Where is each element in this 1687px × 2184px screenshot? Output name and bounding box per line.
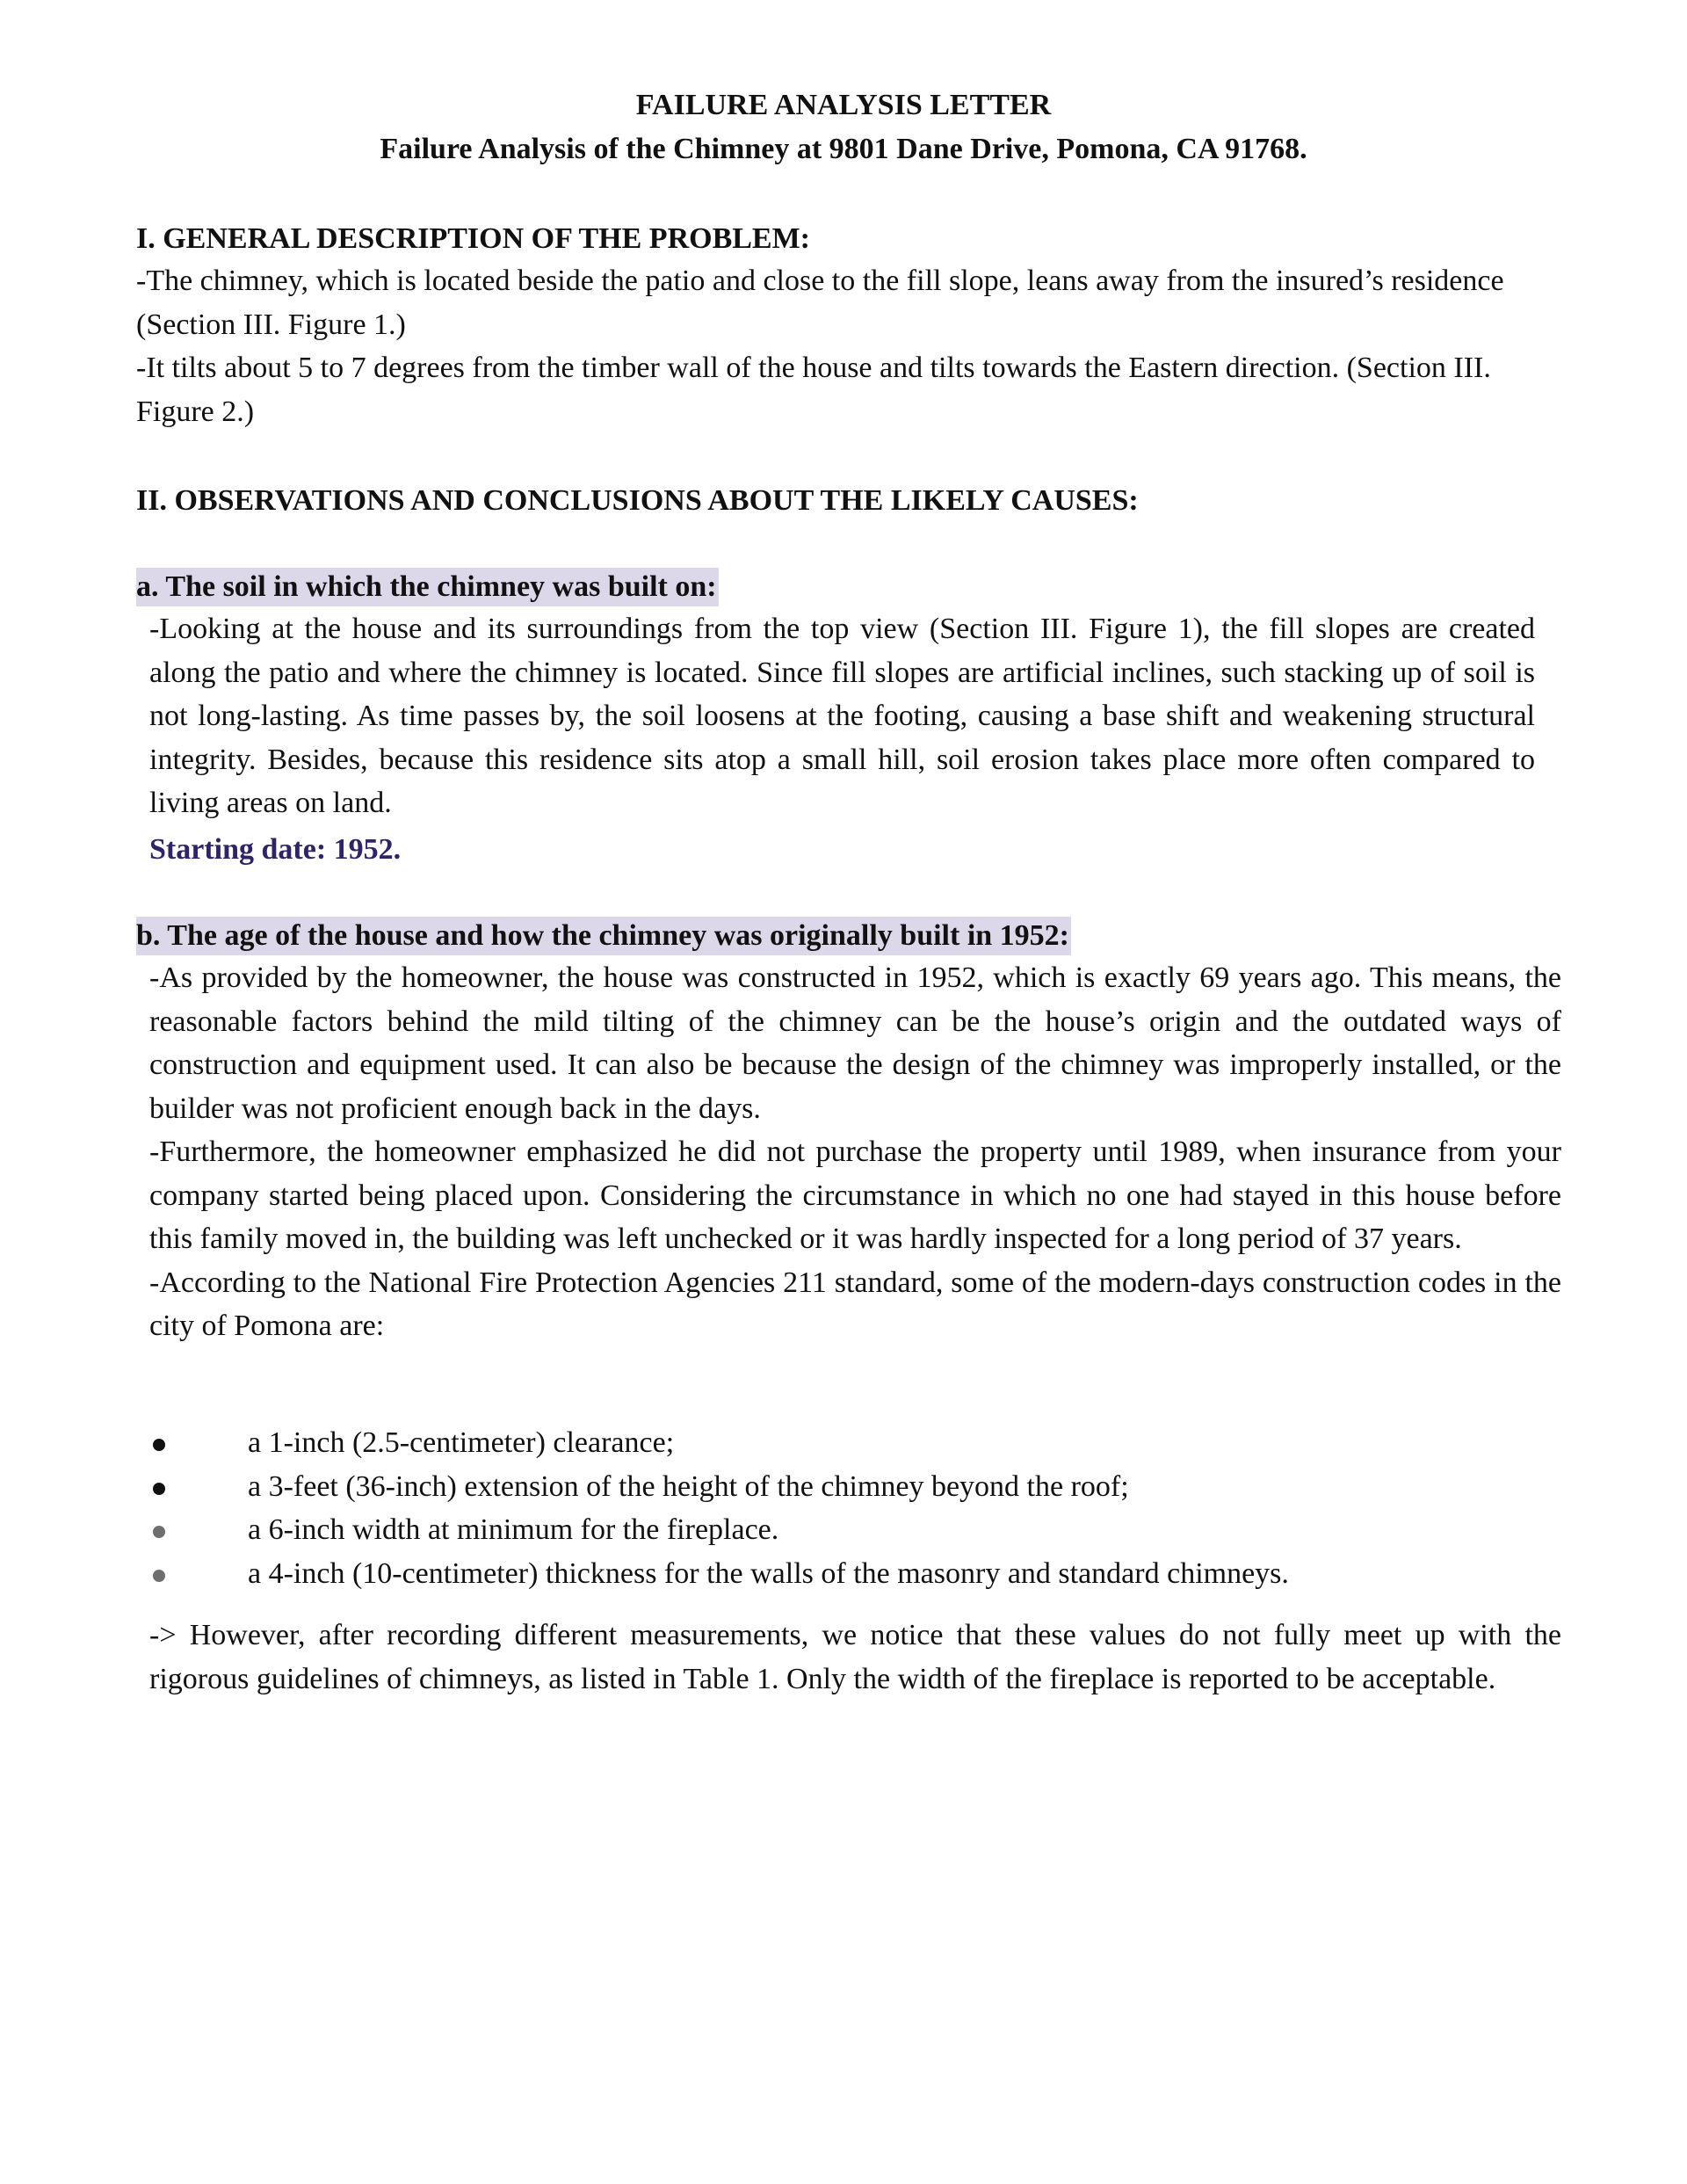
subsection-b-paragraph-3: -According to the National Fire Protection Agencies 211 standard, some of the modern-days construction codes in the city of Pomona are: <box>149 1266 1561 1342</box>
subsection-a-starting-date: Starting date: 1952. <box>149 833 402 866</box>
section-1-line-1: -The chimney, which is located beside the patio and close to the fill slope, leans away from the insured’s residence (Section III. Figure 1.) <box>136 265 1504 341</box>
subsection-b-conclusion: -> However, after recording different measurements, we notice that these values do not fully meet up with the rigorous guidelines of chimneys, as listed in Table 1. Only the width of the fireplace is reported to be acceptable. <box>149 1619 1561 1695</box>
list-item-text: a 4-inch (10-centimeter) thickness for the walls of the masonry and standard chimneys. <box>248 1556 1289 1590</box>
subsection-a-body: -Looking at the house and its surroundings from the top view (Section III. Figure 1), the fill slopes are created along the patio and where the chimney is located. Since fill slopes are artificial inclines, such stacking up of soil is not long-lasting. As time passes by, the soil loosens at the footing, causing a base shift and weakening structural integrity. Besides, because this residence sits atop a small hill, soil erosion takes place more often compared to living areas on land. <box>149 613 1535 819</box>
section-1-line-2: -It tilts about 5 to 7 degrees from the timber wall of the house and tilts towards the Eastern direction. (Section III. Figure 2.) <box>136 352 1491 428</box>
list-item <box>149 1508 1289 1552</box>
bullet-icon <box>153 1439 165 1451</box>
construction-codes-list <box>149 1421 1289 1595</box>
subsection-a-heading: a. The soil in which the chimney was built on: <box>136 568 719 606</box>
subsection-b-paragraph-1: -As provided by the homeowner, the house was constructed in 1952, which is exactly 69 years ago. This means, the reasonable factors behind the mild tilting of the chimney can be the house’s origin and the outdated ways of construction and equipment used. It can also be because the design of the chimney was improperly installed, or the builder was not proficient enough back in the days. <box>149 961 1561 1125</box>
subsection-b-paragraph-2: -Furthermore, the homeowner emphasized he did not purchase the property until 1989, when insurance from your company started being placed upon. Considering the circumstance in which no one had stayed in this house before this family moved in, the building was left unchecked or it was hardly inspected for a long period of 37 years. <box>149 1136 1561 1255</box>
list-item <box>149 1552 1289 1596</box>
section-1-body <box>136 259 1533 433</box>
bullet-icon <box>153 1570 165 1582</box>
list-item-text: a 6-inch width at minimum for the fireplace. <box>248 1513 779 1546</box>
list-item <box>149 1465 1289 1509</box>
section-2-heading: II. OBSERVATIONS AND CONCLUSIONS ABOUT THE LIKELY CAUSES: <box>136 484 1139 517</box>
list-item <box>149 1421 1289 1465</box>
bullet-icon <box>153 1483 165 1495</box>
bullet-icon <box>153 1526 165 1538</box>
section-1-heading: I. GENERAL DESCRIPTION OF THE PROBLEM: <box>136 222 811 255</box>
subsection-b-body <box>149 956 1561 1348</box>
list-item-text: a 3-feet (36-inch) extension of the height of the chimney beyond the roof; <box>248 1469 1129 1503</box>
subsection-b-heading: b. The age of the house and how the chimney was originally built in 1952: <box>136 917 1071 955</box>
document-title: FAILURE ANALYSIS LETTER <box>635 89 1052 121</box>
document-subtitle: Failure Analysis of the Chimney at 9801 Dane Drive, Pomona, CA 91768. <box>380 133 1307 165</box>
list-item-text: a 1-inch (2.5-centimeter) clearance; <box>248 1426 675 1459</box>
